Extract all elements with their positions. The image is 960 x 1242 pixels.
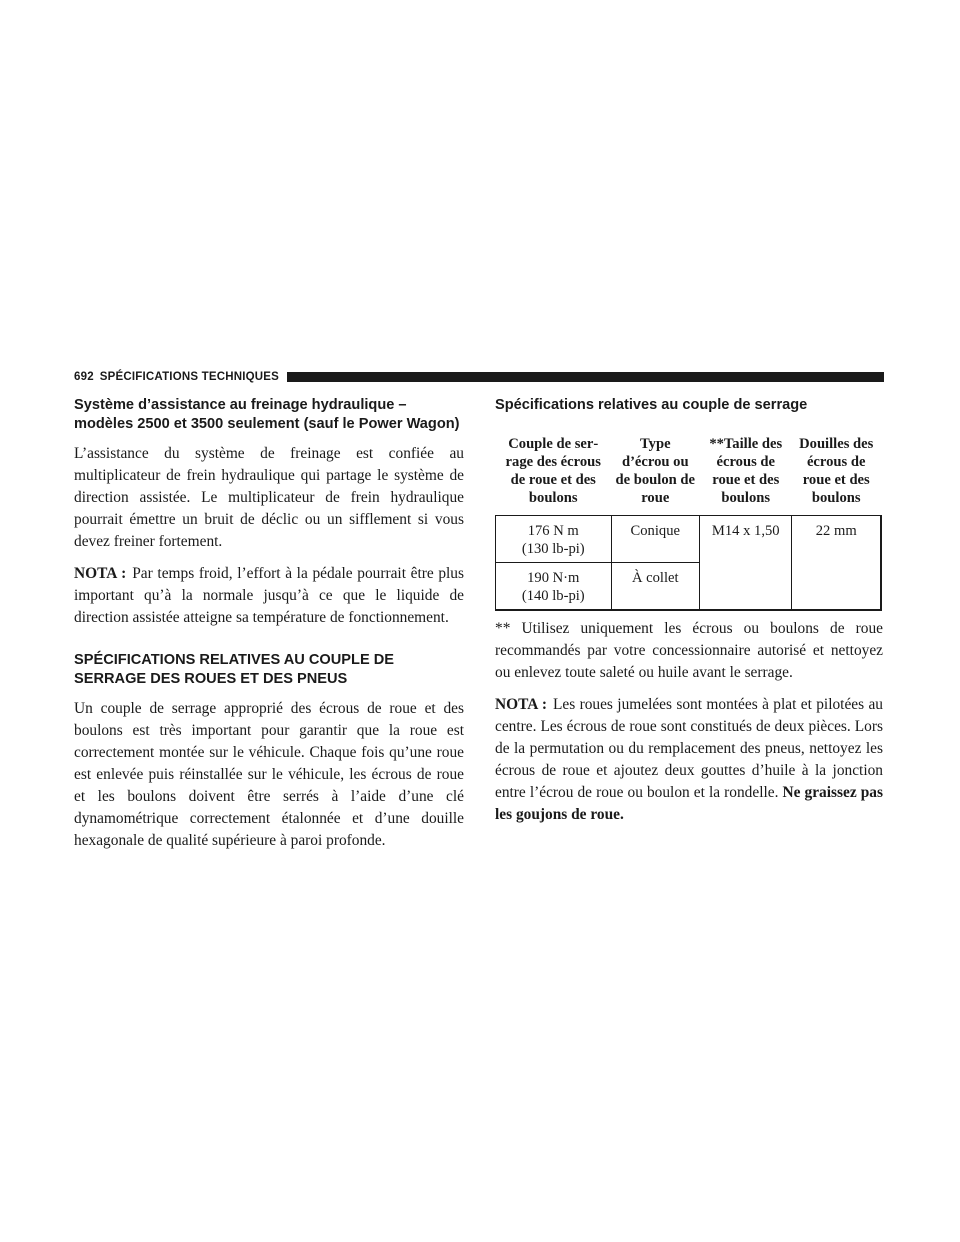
torque-nm-1: 176 N m [527, 523, 579, 539]
cell-torque-2 [496, 563, 612, 610]
page-number: 692 [74, 371, 94, 383]
table-row [496, 516, 881, 563]
torque-spec-table [495, 433, 881, 610]
cell-torque-1 [496, 516, 612, 563]
hydraulic-brake-heading: Système d’assistance au freinage hydraulique – modèles 2500 et 3500 seulement (sauf le Power Wagon) [74, 397, 460, 432]
note-label: NOTA : [74, 565, 127, 582]
left-column [74, 396, 464, 852]
torque-spec-heading: Spécifications relatives au couple de serrage [495, 397, 808, 413]
torque-nm-2: 190 N·m [527, 570, 580, 586]
right-column [495, 396, 883, 826]
header-type: Type d’écrou ou de boulon de roue [611, 433, 700, 516]
page-header [74, 370, 884, 384]
header-rule [287, 372, 884, 382]
note-text: Les roues jumelées sont montées à plat et pilotées au centre. Les écrous de roue sont constitués de deux pièces. Lors de la permutation ou du remplacement des pneus, nettoyez les écrous de roue et ajoutez deux gouttes d’huile à la jonction entre l’écrou de roue ou boulon et la rondelle. [495, 696, 883, 801]
cell-socket: 22 mm [792, 516, 881, 610]
no-grease-warning: Ne graissez pas les goujons de roue. [495, 784, 883, 823]
table-footnote: ** Utilisez uniquement les écrous ou boulons de roue recommandés par votre concessionnaire autorisé et nettoyez ou enlevez toute saleté ou huile avant le serrage. [495, 620, 883, 681]
header-socket: Douilles des écrous de roue et des boulons [792, 433, 881, 516]
cell-type-1: Conique [611, 516, 700, 563]
torque-paragraph: Un couple de serrage approprié des écrous de roue et des boulons est très important pour garantir que la roue est correctement montée sur le véhicule. Chaque fois qu’une roue est enlevée puis réinstallée sur le véhicule, les écrous de roue et les boulons doivent être serrés à l’aide d’une clé dynamométrique correctement étalonnée et d’une douille hexagonale de qualité supérieure à paroi profonde. [74, 700, 464, 849]
torque-section-heading: SPÉCIFICATIONS RELATIVES AU COUPLE DE SERRAGE DES ROUES ET DES PNEUS [74, 652, 395, 687]
section-title: SPÉCIFICATIONS TECHNIQUES [99, 371, 280, 383]
dual-wheel-note [495, 694, 883, 826]
torque-lbft-1: (130 lb-pi) [521, 541, 585, 557]
note-label: NOTA : [495, 696, 547, 713]
note-text: Par temps froid, l’effort à la pédale pourrait être plus important qu’à la normale jusqu’à ce que le liquide de direction assistée atteigne sa température de fonctionnement. [74, 565, 464, 626]
table-header-row [496, 433, 881, 516]
torque-lbft-2: (140 lb-pi) [521, 588, 585, 604]
cold-weather-note [74, 563, 464, 629]
cell-size: M14 x 1,50 [700, 516, 792, 610]
header-size: **Taille des écrous de roue et des boulons [700, 433, 792, 516]
header-torque: Couple de serrage des écrous de roue et des boulons [496, 433, 612, 516]
hydraulic-brake-paragraph: L’assistance du système de freinage est confiée au multiplicateur de frein hydraulique qui partage le système de direction assistée. Le multiplicateur de frein hydraulique pourrait émettre un bruit de déclic ou un sifflement si vous devez freiner fortement. [74, 445, 464, 550]
cell-type-2: À collet [611, 563, 700, 610]
